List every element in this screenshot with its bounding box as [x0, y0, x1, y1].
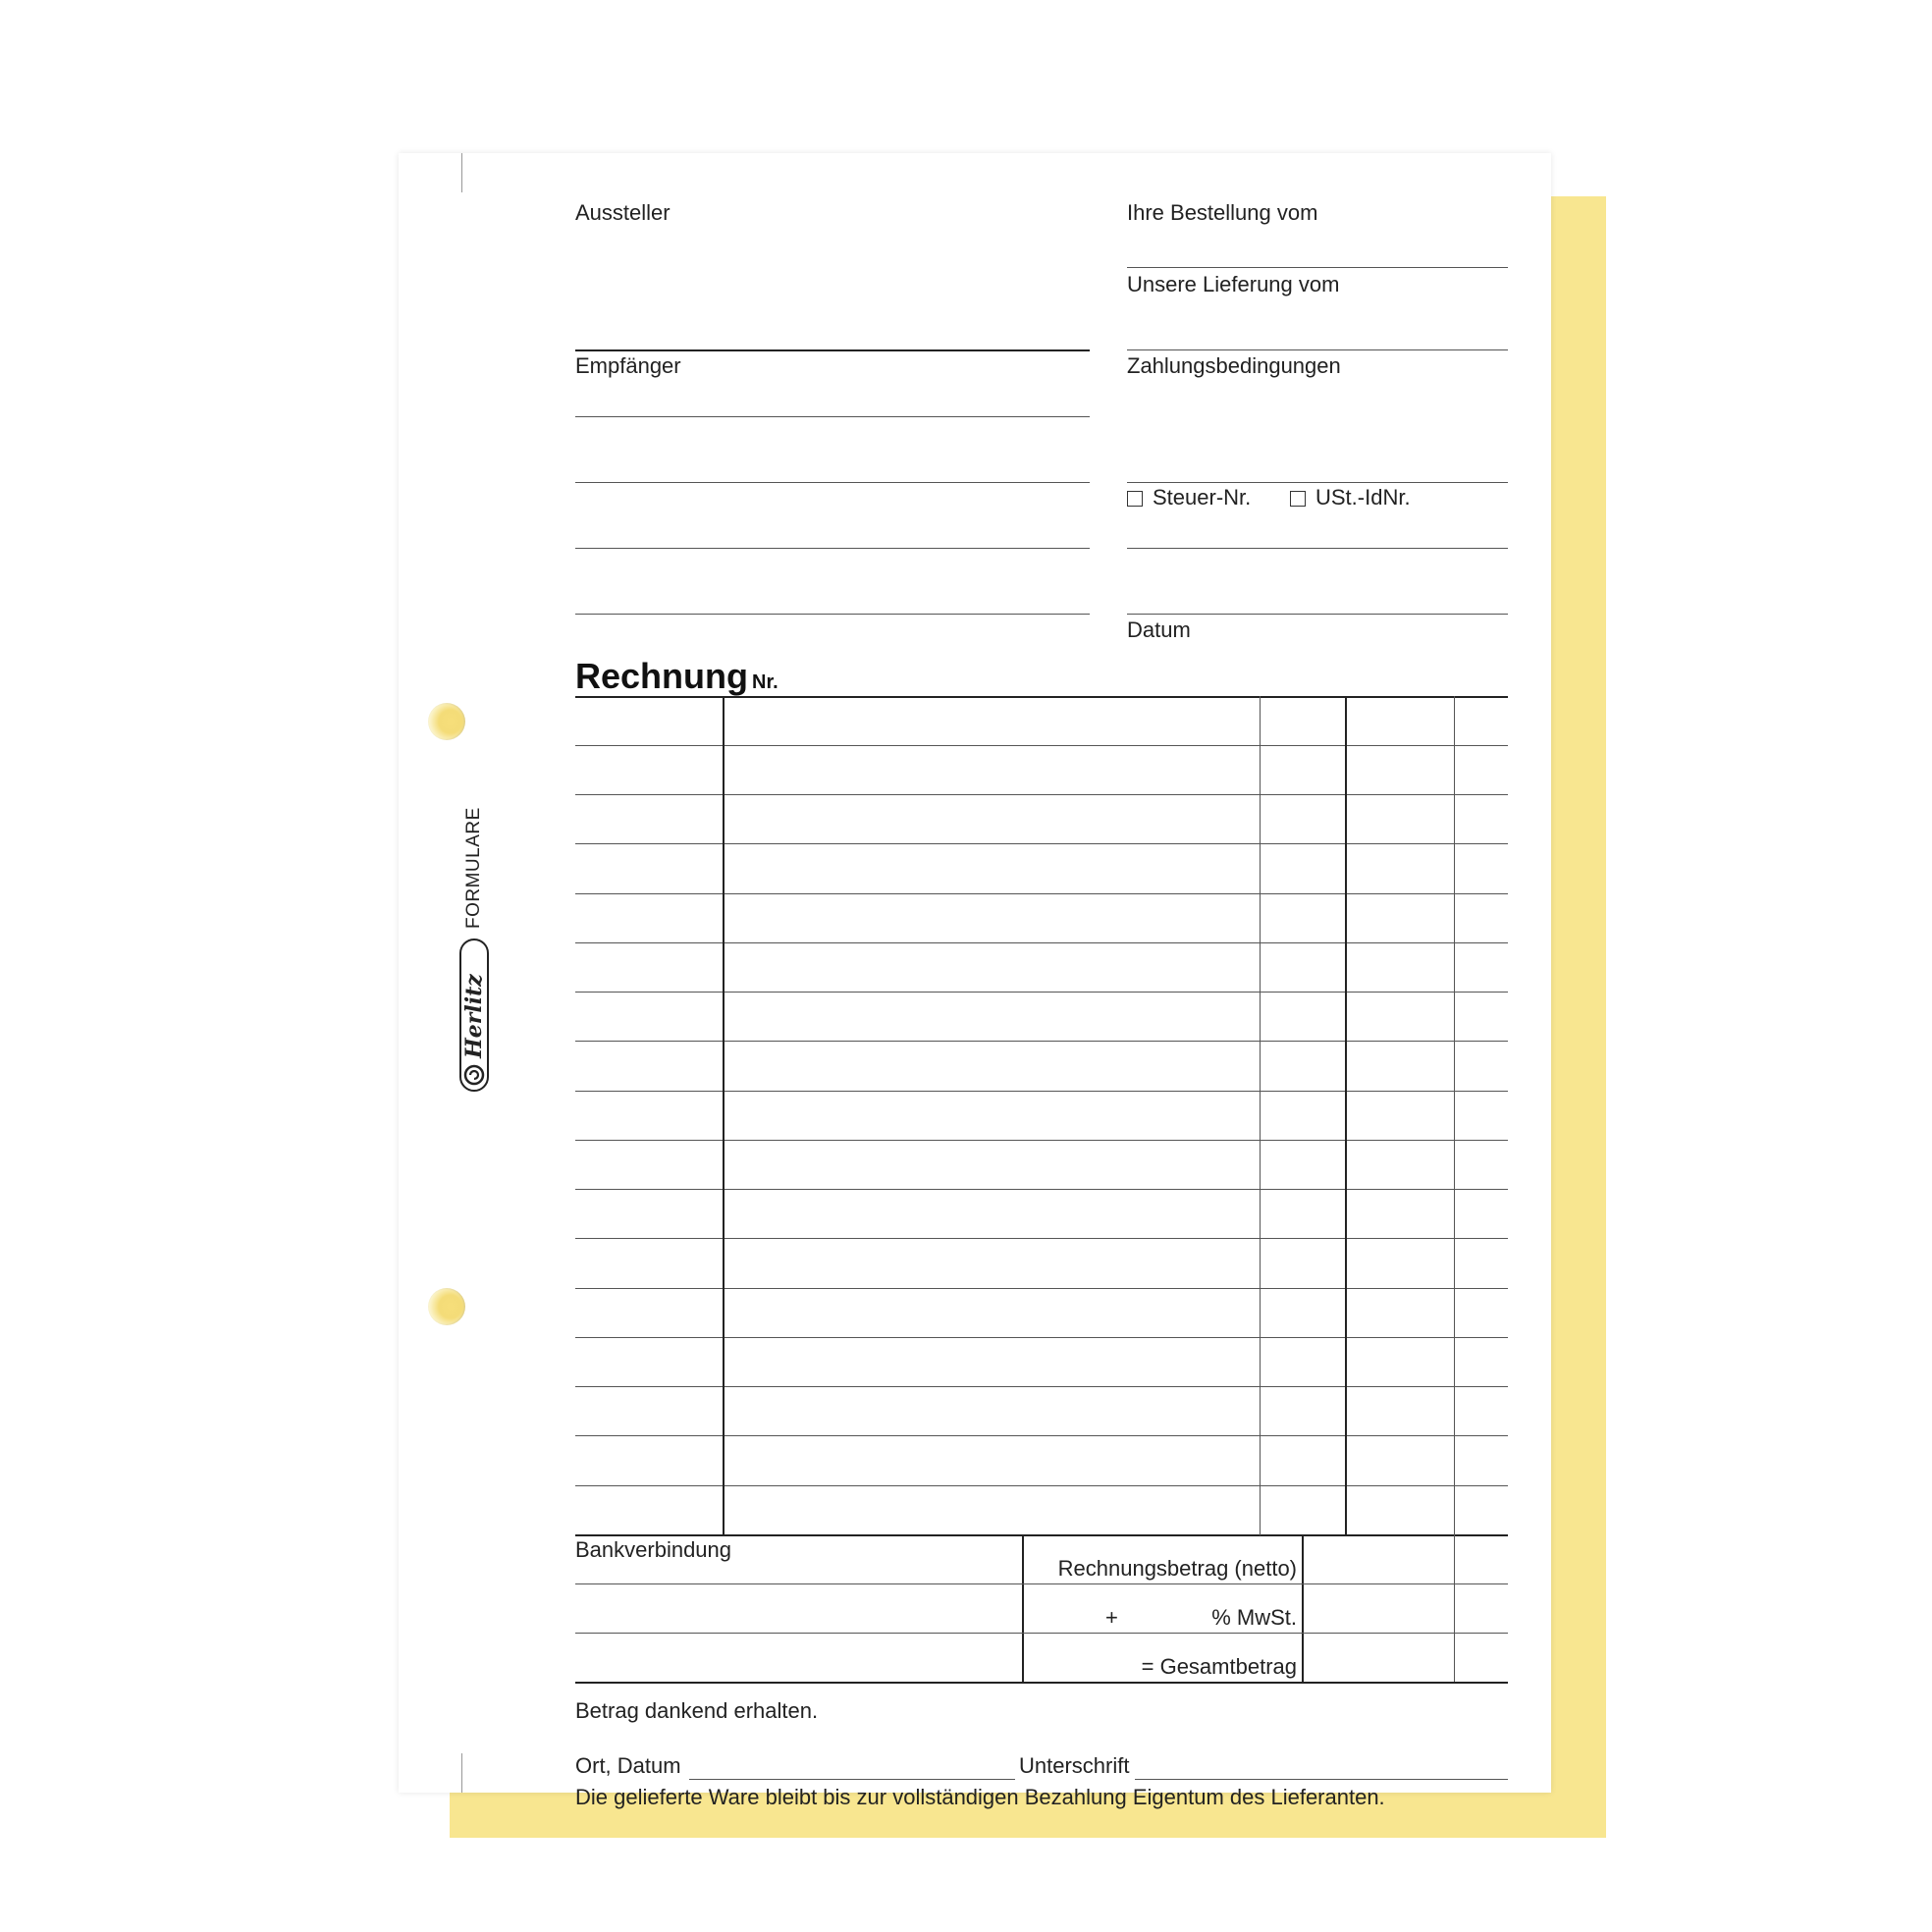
retention-notice: Die gelieferte Ware bleibt bis zur vollständigen Bezahlung Eigentum des Lieferanten.	[575, 1785, 1385, 1809]
table-column-divider	[1345, 696, 1347, 1535]
totals-row-line[interactable]	[575, 1633, 1508, 1634]
table-top-border	[575, 696, 1508, 698]
place-date-label: Ort, Datum	[575, 1753, 681, 1778]
payment-terms-line[interactable]	[1127, 482, 1508, 483]
plus-sign: +	[1105, 1605, 1118, 1630]
delivery-date-line[interactable]	[1127, 349, 1508, 350]
recipient-line[interactable]	[575, 482, 1090, 483]
vat-id-checkbox[interactable]	[1290, 491, 1306, 507]
table-row[interactable]	[575, 893, 1508, 894]
table-row[interactable]	[575, 1435, 1508, 1436]
brand-product-line: FORMULARE	[463, 807, 484, 929]
table-column-divider	[1454, 696, 1455, 1535]
recipient-line[interactable]	[575, 548, 1090, 549]
totals-bottom-border	[575, 1682, 1508, 1684]
date-label: Datum	[1127, 617, 1191, 642]
table-row[interactable]	[575, 1485, 1508, 1486]
brand-logo-text: Herlitz	[461, 974, 487, 1058]
totals-divider	[1022, 1534, 1024, 1682]
totals-row-line[interactable]	[575, 1583, 1508, 1584]
amount-received-text: Betrag dankend erhalten.	[575, 1698, 819, 1723]
signature-line[interactable]	[1135, 1779, 1508, 1780]
order-date-line[interactable]	[1127, 267, 1508, 268]
table-row[interactable]	[575, 1337, 1508, 1338]
recipient-line[interactable]	[575, 416, 1090, 417]
invoice-title	[575, 656, 778, 697]
brand-logo	[459, 939, 489, 1092]
table-row[interactable]	[575, 992, 1508, 993]
table-row[interactable]	[575, 843, 1508, 844]
invoice-title-text: Rechnung	[575, 656, 748, 696]
gross-amount-label: = Gesamtbetrag	[1141, 1654, 1297, 1679]
recipient-line[interactable]	[575, 614, 1090, 615]
perforation-line	[461, 153, 462, 192]
issuer-line[interactable]	[575, 349, 1090, 351]
table-row[interactable]	[575, 1140, 1508, 1141]
table-row[interactable]	[575, 1091, 1508, 1092]
table-row[interactable]	[575, 1189, 1508, 1190]
table-row[interactable]	[575, 1386, 1508, 1387]
invoice-form	[399, 153, 1551, 1809]
punch-hole	[428, 1288, 465, 1325]
recipient-label: Empfänger	[575, 353, 681, 378]
net-amount-label: Rechnungsbetrag (netto)	[1057, 1556, 1297, 1581]
delivery-date-label: Unsere Lieferung vom	[1127, 272, 1340, 296]
table-row[interactable]	[575, 942, 1508, 943]
swirl-icon	[463, 1064, 485, 1086]
invoice-number-label: Nr.	[752, 671, 778, 693]
payment-terms-label: Zahlungsbedingungen	[1127, 353, 1341, 378]
place-date-line[interactable]	[689, 1779, 1015, 1780]
bank-details-label: Bankverbindung	[575, 1537, 732, 1562]
table-column-divider	[1260, 696, 1261, 1535]
brand-mark	[457, 797, 491, 1092]
table-column-divider	[723, 696, 724, 1535]
vat-id-label: USt.-IdNr.	[1315, 485, 1411, 510]
table-row[interactable]	[575, 1238, 1508, 1239]
table-row[interactable]	[575, 1288, 1508, 1289]
table-row[interactable]	[575, 1041, 1508, 1042]
tax-id-line[interactable]	[1127, 548, 1508, 549]
totals-divider	[1454, 1534, 1455, 1682]
issuer-label: Aussteller	[575, 200, 671, 225]
totals-divider	[1302, 1534, 1304, 1682]
tax-number-label: Steuer-Nr.	[1153, 485, 1252, 510]
perforation-line	[461, 1753, 462, 1793]
order-date-label: Ihre Bestellung vom	[1127, 200, 1318, 225]
tax-number-checkbox[interactable]	[1127, 491, 1143, 507]
table-row[interactable]	[575, 745, 1508, 746]
signature-label: Unterschrift	[1019, 1753, 1130, 1778]
vat-label: % MwSt.	[1211, 1605, 1297, 1630]
punch-hole	[428, 703, 465, 740]
tax-id-line[interactable]	[1127, 614, 1508, 615]
table-bottom-border	[575, 1534, 1508, 1536]
table-row[interactable]	[575, 794, 1508, 795]
